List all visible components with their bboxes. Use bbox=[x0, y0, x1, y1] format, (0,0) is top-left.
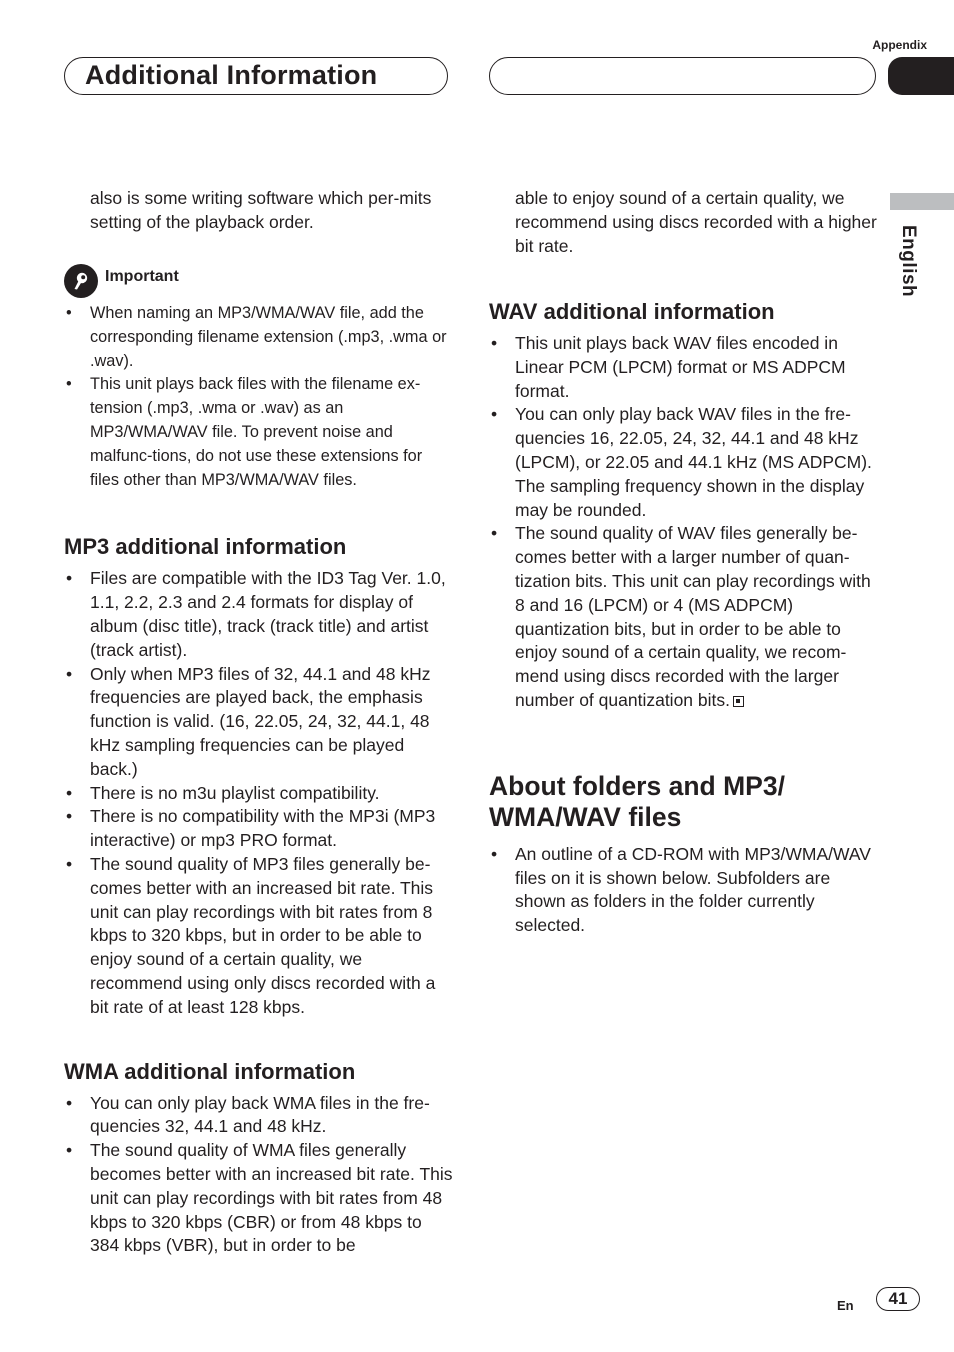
right-column bbox=[489, 186, 879, 938]
mp3-list bbox=[64, 567, 454, 1019]
list-item: • There is no compatibility with the MP3i (MP3 interactive) or mp3 PRO format. bbox=[64, 805, 454, 853]
wma-heading: WMA additional information bbox=[64, 1058, 356, 1084]
list-item: • You can only play back WMA files in the fre-quencies 32, 44.1 and 48 kHz. bbox=[64, 1092, 454, 1140]
mp3-heading: MP3 additional information bbox=[64, 534, 347, 560]
list-item: • This unit plays back WAV files encoded in Linear PCM (LPCM) format or MS ADPCM format. bbox=[489, 332, 879, 403]
list-item-text: The sound quality of WAV files generally be-comes better with a larger number of quan-tization bits. This unit can play recordings with 8 and 16 (LPCM) or 4 (MS ADPCM) quantization bits, but in order to be able to enjoy sound of a certain quality, we recom-mend using discs recorded with the larger number of quantization bits. bbox=[515, 523, 871, 710]
page-number: 41 bbox=[876, 1287, 920, 1311]
language-tab-marker bbox=[890, 193, 954, 210]
folders-list bbox=[489, 843, 879, 938]
list-item: • When naming an MP3/WMA/WAV file, add the corresponding filename extension (.mp3, .wma or .wav). bbox=[64, 302, 454, 373]
important-icon bbox=[64, 264, 98, 298]
left-intro-text: also is some writing software which per-mits setting of the playback order. bbox=[90, 188, 432, 232]
wav-list bbox=[489, 332, 879, 713]
page-title: Additional Information bbox=[85, 60, 378, 90]
important-header bbox=[64, 264, 454, 298]
left-column bbox=[64, 186, 454, 1258]
wma-list bbox=[64, 1092, 454, 1259]
folders-heading-line1: About folders and MP3/ bbox=[489, 770, 785, 801]
list-item: • Only when MP3 files of 32, 44.1 and 48 kHz frequencies are played back, the emphasis function is valid. (16, 22.05, 24, 32, 44.1, 48 kHz sampling frequencies can be played back.) bbox=[64, 663, 454, 782]
list-item bbox=[489, 522, 879, 712]
folders-heading-line2: WMA/WAV files bbox=[489, 801, 682, 832]
end-mark-icon bbox=[733, 696, 744, 707]
right-intro-text: able to enjoy sound of a certain quality, we recommend using discs recorded with a higher bit rate. bbox=[515, 188, 877, 256]
list-item: • An outline of a CD-ROM with MP3/WMA/WAV files on it is shown below. Subfolders are shown as folders in the folder currently selected. bbox=[489, 843, 879, 938]
section-tab-marker bbox=[888, 57, 954, 95]
list-item: • The sound quality of WMA files generally becomes better with an increased bit rate. This unit can play recordings with bit rates from 48 kbps to 320 kbps (CBR) or from 48 kbps to 384 kbps (VBR), but in order to be bbox=[64, 1139, 454, 1258]
list-item: • The sound quality of MP3 files generally be-comes better with an increased bit rate. This unit can play recordings with bit rates from 8 kbps to 320 kbps, but in order to be able to enjoy sound of a certain quality, we recommend using only discs recorded with a bit rate of at least 128 kbps. bbox=[64, 853, 454, 1020]
language-tab-label: English bbox=[898, 225, 919, 298]
list-item: • Files are compatible with the ID3 Tag Ver. 1.0, 1.1, 2.2, 2.3 and 2.4 formats for display of album (disc title), track (track title) and artist (track artist). bbox=[64, 567, 454, 662]
header-blank-box bbox=[489, 57, 876, 95]
folders-heading bbox=[489, 771, 879, 833]
important-label: Important bbox=[105, 268, 179, 285]
section-label: Appendix bbox=[872, 38, 927, 52]
wav-heading: WAV additional information bbox=[489, 299, 775, 324]
list-item: • There is no m3u playlist compatibility. bbox=[64, 782, 454, 806]
page-title-box bbox=[64, 57, 448, 95]
list-item: • This unit plays back files with the filename ex-tension (.mp3, .wma or .wav) as an MP3/WMA/WAV file. To prevent noise and malfunc-tions, do not use these extensions for files other than MP3/WMA/WAV files. bbox=[64, 373, 454, 492]
important-list bbox=[64, 302, 454, 492]
list-item: • You can only play back WAV files in the fre-quencies 16, 22.05, 24, 32, 44.1 and 48 kHz (LPCM), or 22.05 and 44.1 kHz (MS ADPCM). The sampling frequency shown in the display may be rounded. bbox=[489, 403, 879, 522]
language-code: En bbox=[837, 1298, 854, 1313]
